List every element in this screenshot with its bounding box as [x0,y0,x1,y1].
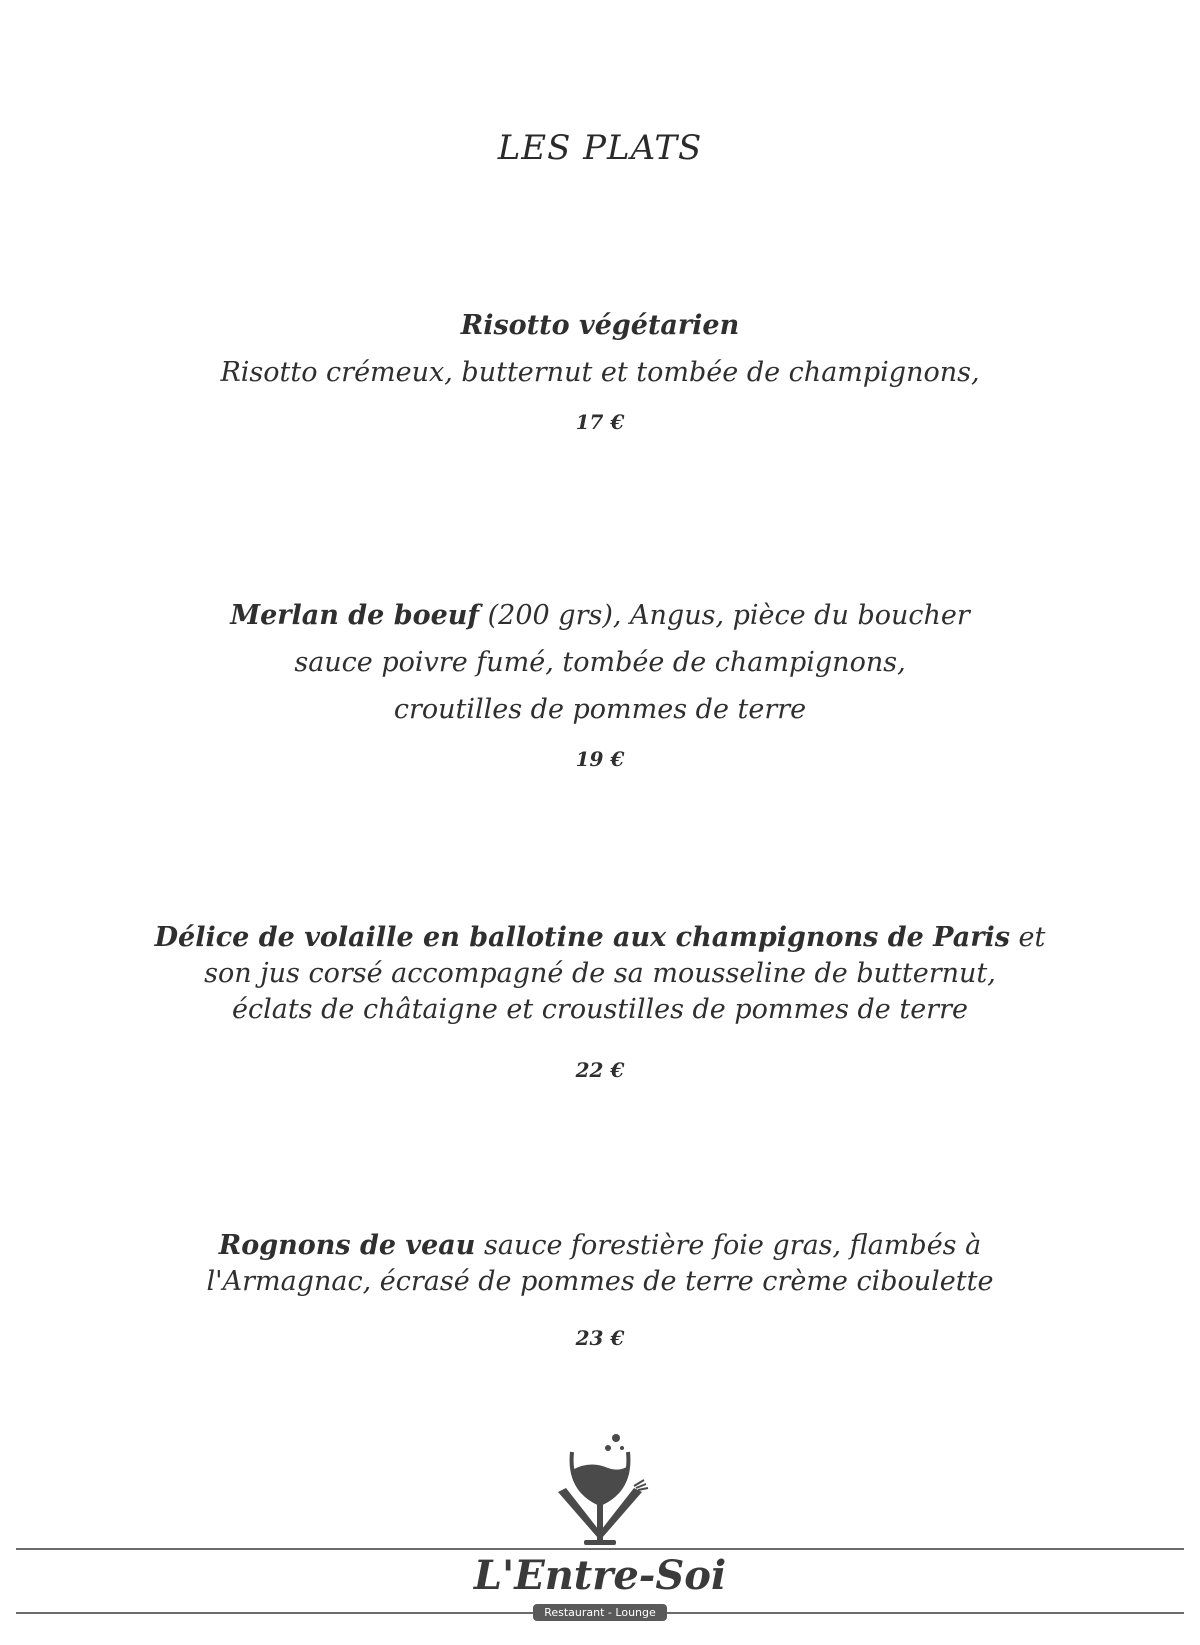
dish-description: et [1009,922,1046,953]
menu-title: LES PLATS [497,128,703,168]
dish-name: Merlan de boeuf [230,600,480,631]
dish-description: Risotto crémeux, butternut et tombée de champignons, [220,357,980,388]
dish-heading-line [100,1228,1100,1264]
dish-description: éclats de châtaigne et croustilles de pommes de terre [232,994,968,1025]
restaurant-logo [0,1430,1200,1640]
logo-rule-top [16,1548,1184,1550]
dish-description: son jus corsé accompagné de sa mousseline de butternut, [204,958,996,989]
restaurant-name [0,1552,1200,1599]
dish-name: Délice de volaille en ballotine aux champignons de Paris [154,922,1010,953]
dish-heading-line [100,920,1100,956]
dish-heading-line [100,592,1100,639]
dish-price: 22 € [575,1058,625,1082]
dish-description: sauce forestière foie gras, flambés à [475,1230,982,1261]
dish-item [100,920,1100,1082]
dish-description: (200 grs), Angus, pièce du boucher [479,600,970,631]
dish-name: Risotto végétarien [460,310,740,341]
dish-description: l'Armagnac, écrasé de pommes de terre crème ciboulette [206,1266,994,1297]
dish-name: Rognons de veau [218,1230,476,1261]
dish-price: 19 € [575,747,625,771]
dish-item [100,1228,1100,1350]
restaurant-name-text: L'Entre-Soi [464,1552,736,1599]
dish-item [100,302,1100,434]
restaurant-tagline: Restaurant - Lounge [533,1604,667,1621]
dish-price: 17 € [575,410,625,434]
dish-item [100,592,1100,771]
dish-description: sauce poivre fumé, tombée de champignons, [294,647,906,678]
dish-price: 23 € [575,1326,625,1350]
dish-description: croutilles de pommes de terre [393,694,807,725]
wine-glass-fork-knife-icon [550,1430,650,1555]
